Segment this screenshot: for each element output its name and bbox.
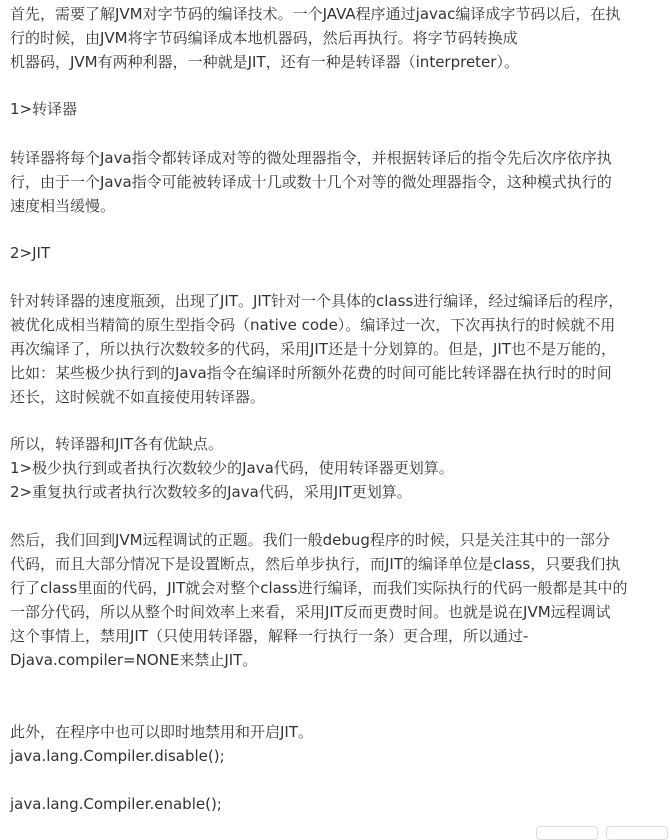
heading-interpreter: 1>转译器 xyxy=(10,100,78,118)
runtime-toggle-text: 此外，在程序中也可以即时地禁用和开启JIT。 xyxy=(10,723,314,741)
paragraph-debug-line-2: 代码，而且大部分情况下是设置断点，然后单步执行，而JIT的编译单位是class，只要我们执 xyxy=(10,555,621,573)
paragraph-interpreter-line-3: 速度相当缓慢。 xyxy=(10,197,116,215)
paragraph-intro-line-3: 机器码，JVM有两种利器，一种就是JIT，还有一种是转译器（interpreter）。 xyxy=(10,53,519,71)
paragraph-debug-line-3: 行了class里面的代码，JIT就会对整个class进行编译，而我们实际执行的代码一般都是其中的 xyxy=(10,579,628,597)
paragraph-jit-line-4: 比如：某些极少执行到的Java指令在编译时所额外花费的时间可能比转译器在执行时的时间 xyxy=(10,364,612,382)
paragraph-jit-line-1: 针对转译器的速度瓶颈，出现了JIT。JIT针对一个具体的class进行编译，经过编译后的程序， xyxy=(10,292,624,310)
code-disable: java.lang.Compiler.disable(); xyxy=(10,747,225,765)
paragraph-jit-line-5: 还长，这时候就不如直接使用转译器。 xyxy=(10,388,266,406)
summary-item-2: 2>重复执行或者执行次数较多的Java代码，采用JIT更划算。 xyxy=(10,483,412,501)
paragraph-jit-line-2: 被优化成相当精简的原生型指令码（native code）。编译过一次，下次再执行的时候就不用 xyxy=(10,316,616,334)
paragraph-debug-line-5: 这个事情上，禁用JIT（只使用转译器，解释一行执行一条）更合理，所以通过- xyxy=(10,627,529,645)
paragraph-interpreter-line-1: 转译器将每个Java指令都转译成对等的微处理器指令，并根据转译后的指令先后次序依序执 xyxy=(10,149,612,167)
summary-line: 所以，转译器和JIT各有优缺点。 xyxy=(10,435,224,453)
paragraph-debug-line-1: 然后，我们回到JVM远程调试的正题。我们一般debug程序的时候，只是关注其中的一部分 xyxy=(10,531,610,549)
heading-jit: 2>JIT xyxy=(10,244,51,262)
summary-item-1: 1>极少执行到或者执行次数较少的Java代码，使用转译器更划算。 xyxy=(10,459,454,477)
paragraph-debug-line-4: 一部分代码，所以从整个时间效率上来看，采用JIT反而更费时间。也就是说在JVM远程调试 xyxy=(10,603,611,621)
paragraph-jit-line-3: 再次编译了，所以执行次数较多的代码，采用JIT还是十分划算的。但是，JIT也不是万能的， xyxy=(10,340,617,358)
bottom-toolbar xyxy=(0,826,670,832)
paragraph-interpreter-line-2: 行，由于一个Java指令可能被转译成十几或数十几个对等的微处理器指令，这种模式执行的 xyxy=(10,173,612,191)
paragraph-debug-line-6: Djava.compiler=NONE来禁止JIT。 xyxy=(10,651,258,669)
paragraph-intro-line-1: 首先，需要了解JVM对字节码的编译技术。一个JAVA程序通过javac编译成字节码以后，在执 xyxy=(10,5,621,23)
toolbar-button-left[interactable] xyxy=(536,826,598,840)
code-enable: java.lang.Compiler.enable(); xyxy=(10,795,222,813)
paragraph-intro-line-2: 行的时候，由JVM将字节码编译成本地机器码，然后再执行。将字节码转换成 xyxy=(10,29,518,47)
toolbar-button-right[interactable] xyxy=(606,826,668,840)
